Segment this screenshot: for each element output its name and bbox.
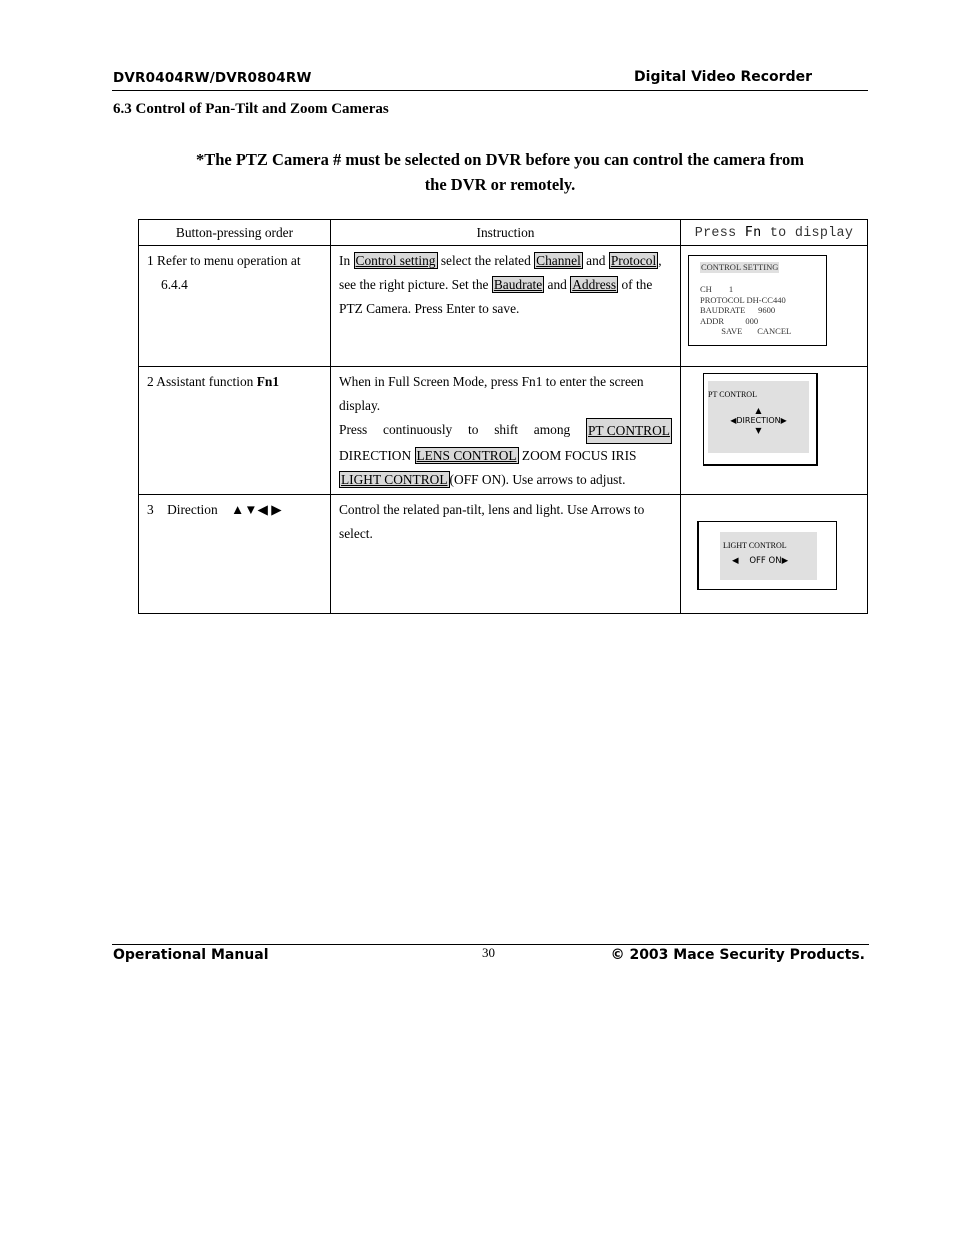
footer-copyright: © 2003 Mace Security Products.	[610, 947, 865, 963]
row3-display	[681, 495, 868, 614]
row1-instruction: In Control setting select the related Channel and Protocol , see the right picture. Set the Baudrate and Address of the PTZ Camera. Press Enter to save.	[331, 246, 681, 367]
header-instruction: Instruction	[331, 220, 681, 246]
page-footer	[112, 944, 869, 969]
notice	[112, 147, 888, 197]
direction-arrows-icon: ▲▼◀ ▶	[231, 502, 282, 517]
keyword-light-control: LIGHT CONTROL	[341, 472, 448, 487]
direction-label: ◀DIRECTION▶	[730, 416, 787, 425]
keyword-lens-control: LENS CONTROL	[416, 448, 517, 463]
row2-instruction: When in Full Screen Mode, press Fn1 to enter the screen display. Press continuously to shift among PT CONTROL DIRECTION LENS CONTROL ZOOM FOCUS IRIS LIGHT CONTROL (OFF ON). Use arrows to adjust.	[331, 367, 681, 495]
light-control-value: ◀ OFF ON▶	[732, 556, 789, 566]
keyword-pt-control: PT CONTROL	[586, 418, 672, 444]
keyword-channel: Channel	[536, 253, 581, 268]
header-order: Button-pressing order	[139, 220, 331, 246]
light-control-title: LIGHT CONTROL	[723, 541, 787, 550]
row2-order: 2 Assistant function Fn1	[139, 367, 331, 495]
section-title: 6.3 Control of Pan-Tilt and Zoom Cameras	[113, 101, 389, 117]
table-row	[139, 495, 868, 614]
screen-body: CH 1 PROTOCOL DH-CC440 BAUDRATE 9600 ADDR 000 SAVE CANCEL	[700, 284, 792, 337]
table-row	[139, 246, 868, 367]
row3-instruction: Control the related pan-tilt, lens and light. Use Arrows to select.	[331, 495, 681, 614]
keyword-control-setting: Control setting	[355, 253, 436, 268]
keyword-address: Address	[572, 277, 617, 292]
row3-order: 3 Direction ▲▼◀ ▶	[139, 495, 331, 614]
header-model: DVR0404RW/DVR0804RW	[113, 70, 312, 86]
control-setting-screen	[688, 255, 827, 346]
light-control-screen	[697, 521, 837, 590]
screen-title: CONTROL SETTING	[701, 262, 779, 272]
page-number: 30	[482, 945, 495, 960]
footer-left: Operational Manual	[113, 947, 269, 963]
header-product: Digital Video Recorder	[634, 69, 812, 85]
notice-line2: the DVR or remotely.	[424, 175, 576, 194]
keyword-protocol: Protocol	[610, 253, 657, 268]
table-header-row	[139, 220, 868, 246]
row1-order: 1 Refer to menu operation at 6.4.4	[139, 246, 331, 367]
page-header	[112, 68, 868, 91]
header-display: Press Fn to display	[681, 220, 868, 246]
pt-control-title: PT CONTROL	[708, 390, 757, 399]
up-arrow-icon: ▲	[755, 406, 762, 415]
notice-line1: *The PTZ Camera # must be selected on DVR before you can control the camera from	[195, 150, 805, 169]
pt-control-screen	[703, 373, 818, 466]
table-row	[139, 367, 868, 495]
keyword-baudrate: Baudrate	[493, 277, 543, 292]
down-arrow-icon: ▼	[755, 426, 762, 435]
row1-display	[681, 246, 868, 367]
row2-display	[681, 367, 868, 495]
ptz-table	[138, 219, 868, 614]
